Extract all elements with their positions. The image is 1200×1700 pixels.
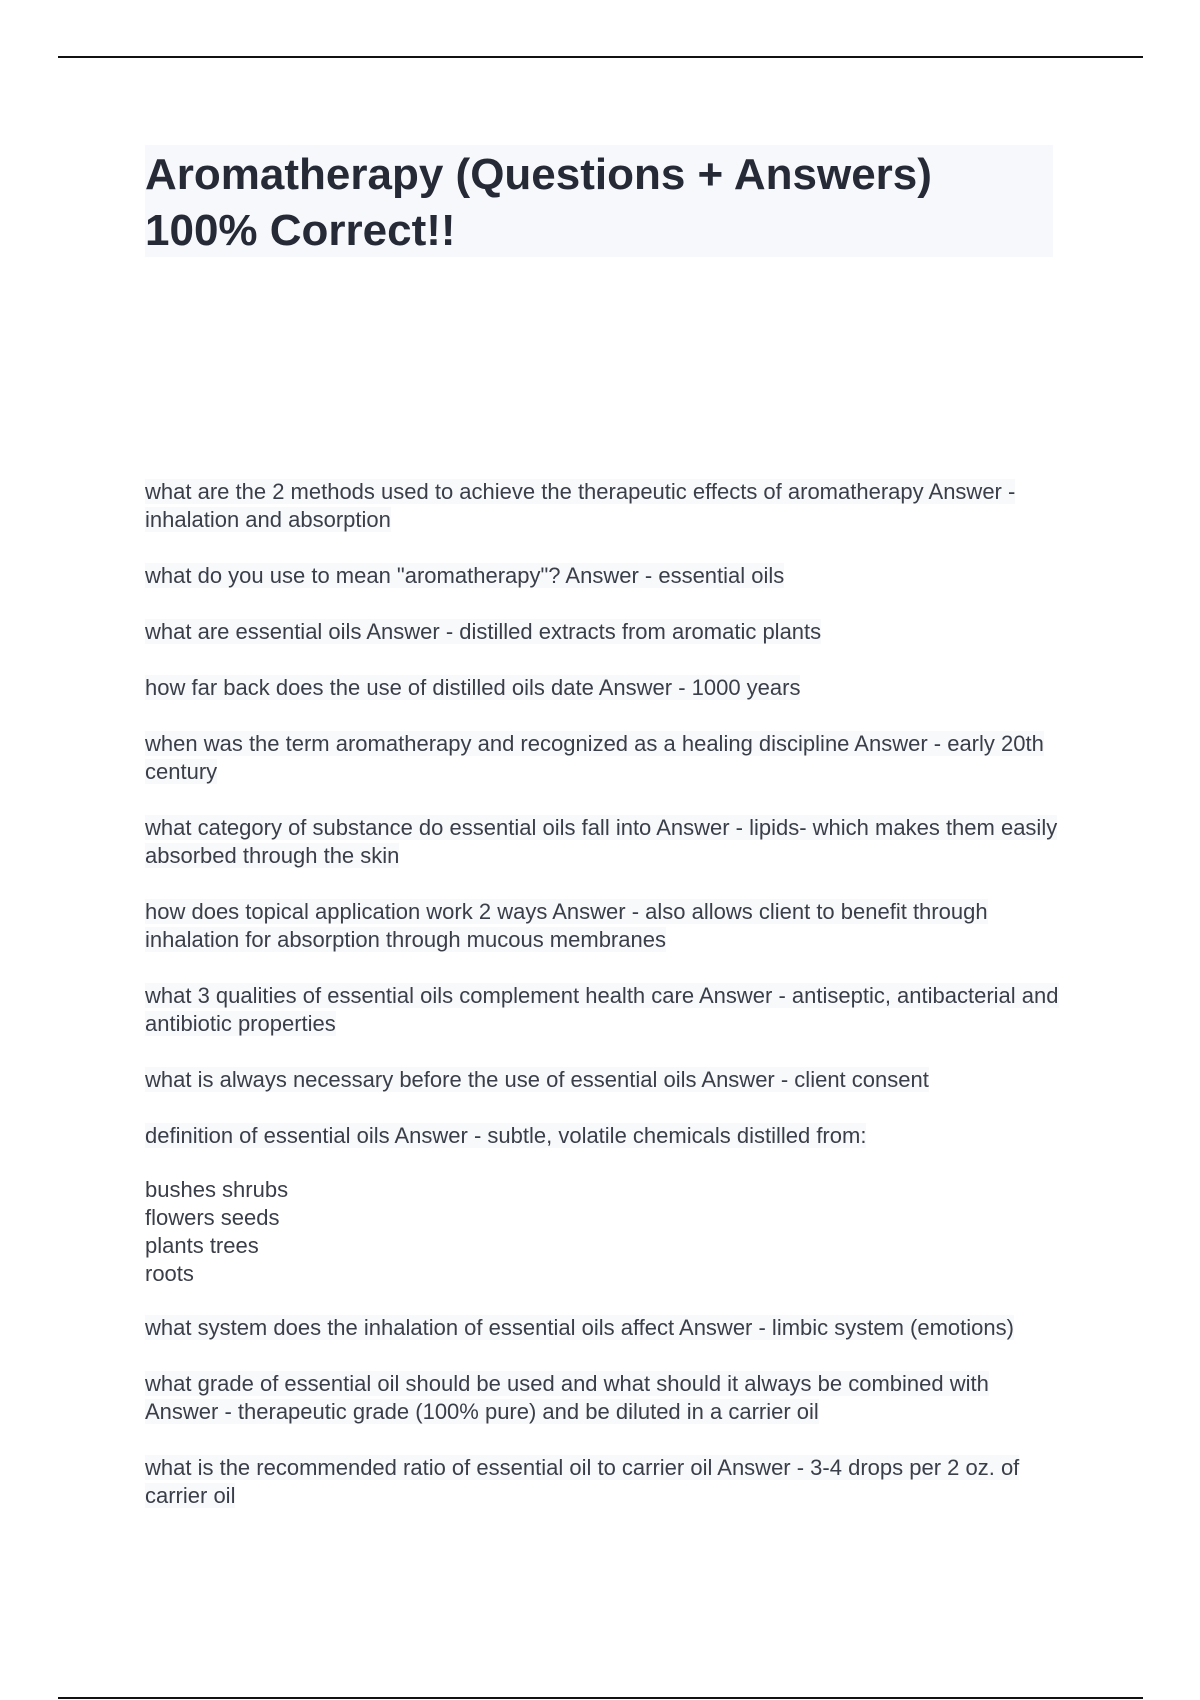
qa-item: what system does the inhalation of essential oils affect Answer - limbic system (emotions): [145, 1315, 1014, 1340]
qa-item: definition of essential oils Answer - subtle, volatile chemicals distilled from:: [145, 1123, 867, 1148]
title-line-1: Aromatherapy (Questions + Answers): [145, 150, 932, 199]
qa-item: how does topical application work 2 ways Answer - also allows client to benefit through inhalation for absorption through mucous membranes: [145, 899, 988, 952]
top-rule: [58, 56, 1143, 58]
sublist-item: plants trees: [145, 1233, 259, 1258]
qa-item: what grade of essential oil should be used and what should it always be combined with Answer - therapeutic grade (100% pure) and be diluted in a carrier oil: [145, 1371, 989, 1424]
qa-sublist-wrapper: [145, 1176, 1065, 1288]
bottom-rule: [58, 1697, 1143, 1699]
page-title: [145, 147, 1045, 259]
qa-item: when was the term aromatherapy and recognized as a healing discipline Answer - early 20th century: [145, 731, 1044, 784]
qa-item: what category of substance do essential oils fall into Answer - lipids- which makes them easily absorbed through the skin: [145, 815, 1058, 868]
qa-item: what do you use to mean "aromatherapy"? Answer - essential oils: [145, 563, 785, 588]
sublist-item: flowers seeds: [145, 1205, 280, 1230]
title-line-2: 100% Correct!!: [145, 206, 456, 255]
qa-item: what are essential oils Answer - distilled extracts from aromatic plants: [145, 619, 822, 644]
qa-item: what 3 qualities of essential oils complement health care Answer - antiseptic, antibacterial and antibiotic properties: [145, 983, 1059, 1036]
qa-item: what is the recommended ratio of essential oil to carrier oil Answer - 3-4 drops per 2 oz. of carrier oil: [145, 1455, 1020, 1508]
qa-list: [145, 478, 1065, 1538]
qa-item: what is always necessary before the use of essential oils Answer - client consent: [145, 1067, 929, 1092]
sublist-item: roots: [145, 1261, 194, 1286]
qa-item: what are the 2 methods used to achieve the therapeutic effects of aromatherapy Answer - inhalation and absorption: [145, 479, 1016, 532]
source-sublist: [145, 1176, 1065, 1288]
sublist-item: bushes shrubs: [145, 1177, 289, 1202]
qa-item: how far back does the use of distilled oils date Answer - 1000 years: [145, 675, 801, 700]
